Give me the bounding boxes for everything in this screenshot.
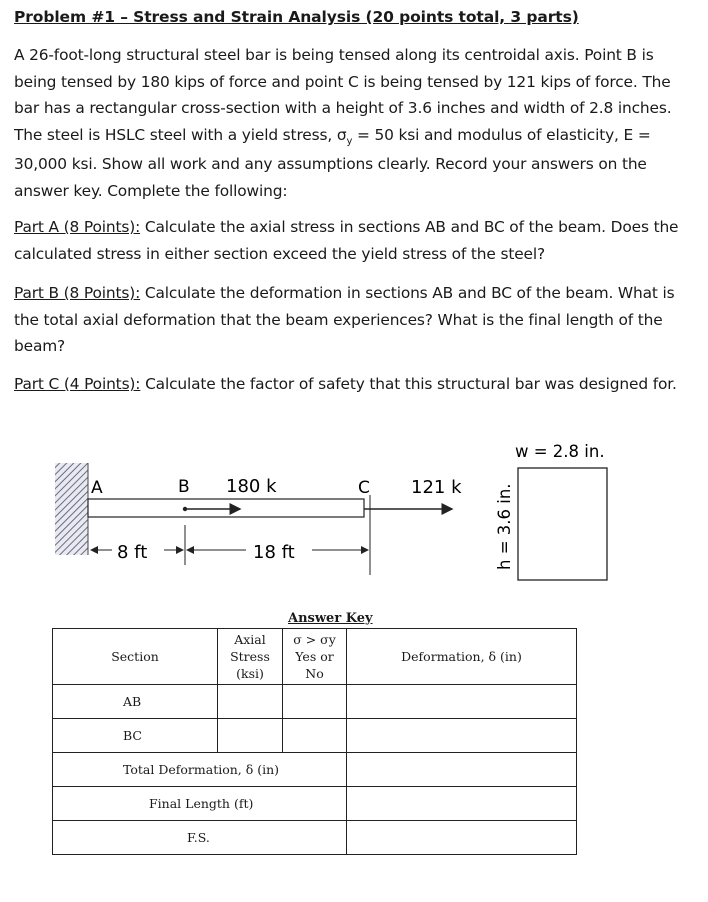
header-axial-line3: (ksi) xyxy=(236,666,264,681)
part-b xyxy=(14,280,694,360)
part-b-text: Calculate the deformation in sections AB and BC of the beam. What is the total axial deformation that the beam experiences? What is the final length of the beam? xyxy=(14,284,675,355)
table-row xyxy=(53,753,577,787)
header-deformation: Deformation, δ (in) xyxy=(347,629,577,685)
table-header-row xyxy=(53,629,577,685)
intro-text-a: A 26-foot-long structural steel bar is being tensed along its centroidal axis. Point B is being tensed by 180 kips of force and point C is being tensed by 121 kips of force. The bar has a rectangular cross-section with a height of 3.6 inches and width of 2.8 inches. The steel is HSLC steel with a yield stress, σ xyxy=(14,46,672,144)
header-yield-line2: Yes or xyxy=(295,649,334,664)
problem-intro xyxy=(14,42,694,204)
fixed-support-wall xyxy=(55,463,88,555)
header-yield-line3: No xyxy=(305,666,324,681)
part-c-text: Calculate the factor of safety that this structural bar was designed for. xyxy=(140,375,677,393)
answer-key-table xyxy=(52,628,577,855)
row-bc-yield-cell[interactable] xyxy=(283,719,347,753)
header-axial-line1: Axial xyxy=(234,632,266,647)
part-c xyxy=(14,371,694,398)
force-c-label: 121 k xyxy=(411,477,462,498)
row-ab-stress-cell[interactable] xyxy=(218,685,283,719)
final-length-label: Final Length (ft) xyxy=(53,787,347,821)
part-c-label: Part C (4 Points): xyxy=(14,375,141,393)
dim-ab-label: 8 ft xyxy=(117,542,148,563)
header-section: Section xyxy=(53,629,218,685)
dim-bc-label: 18 ft xyxy=(253,542,295,563)
final-length-cell[interactable] xyxy=(347,787,577,821)
table-row xyxy=(53,821,577,855)
header-yield-line1: σ > σy xyxy=(293,632,336,647)
header-axial-stress xyxy=(218,629,283,685)
height-label: h = 3.6 in. xyxy=(495,483,514,570)
point-c-label: C xyxy=(358,478,370,498)
row-bc-stress-cell[interactable] xyxy=(218,719,283,753)
part-a-label: Part A (8 Points): xyxy=(14,218,141,236)
force-b-label: 180 k xyxy=(226,476,277,497)
yield-subscript: y xyxy=(346,135,353,147)
answer-key-title: Answer Key xyxy=(288,611,373,626)
width-label: w = 2.8 in. xyxy=(515,442,605,461)
point-b-label: B xyxy=(178,477,190,497)
total-deformation-cell[interactable] xyxy=(347,753,577,787)
part-b-label: Part B (8 Points): xyxy=(14,284,141,302)
table-row xyxy=(53,685,577,719)
cross-section xyxy=(518,468,607,580)
header-axial-line2: Stress xyxy=(230,649,270,664)
bar-diagram xyxy=(0,430,708,600)
steel-bar xyxy=(88,499,364,517)
row-ab-yield-cell[interactable] xyxy=(283,685,347,719)
point-a-label: A xyxy=(91,478,103,498)
row-ab-deformation-cell[interactable] xyxy=(347,685,577,719)
total-deformation-label: Total Deformation, δ (in) xyxy=(53,753,347,787)
table-row xyxy=(53,787,577,821)
row-bc-deformation-cell[interactable] xyxy=(347,719,577,753)
table-row xyxy=(53,719,577,753)
row-ab-section: AB xyxy=(53,685,218,719)
part-a xyxy=(14,214,694,267)
part-a-text: Calculate the axial stress in sections AB and BC of the beam. Does the calculated stress in either section exceed the yield stress of the steel? xyxy=(14,218,679,263)
row-bc-section: BC xyxy=(53,719,218,753)
intro-text-b: = 50 ksi and modulus of elasticity, E = 30,000 ksi. Show all work and any assumptions clearly. Record your answers on the answer key. Complete the following: xyxy=(14,125,651,200)
fs-label: F.S. xyxy=(53,821,347,855)
problem-title: Problem #1 – Stress and Strain Analysis (20 points total, 3 parts) xyxy=(14,8,579,26)
header-yield-check xyxy=(283,629,347,685)
fs-cell[interactable] xyxy=(347,821,577,855)
